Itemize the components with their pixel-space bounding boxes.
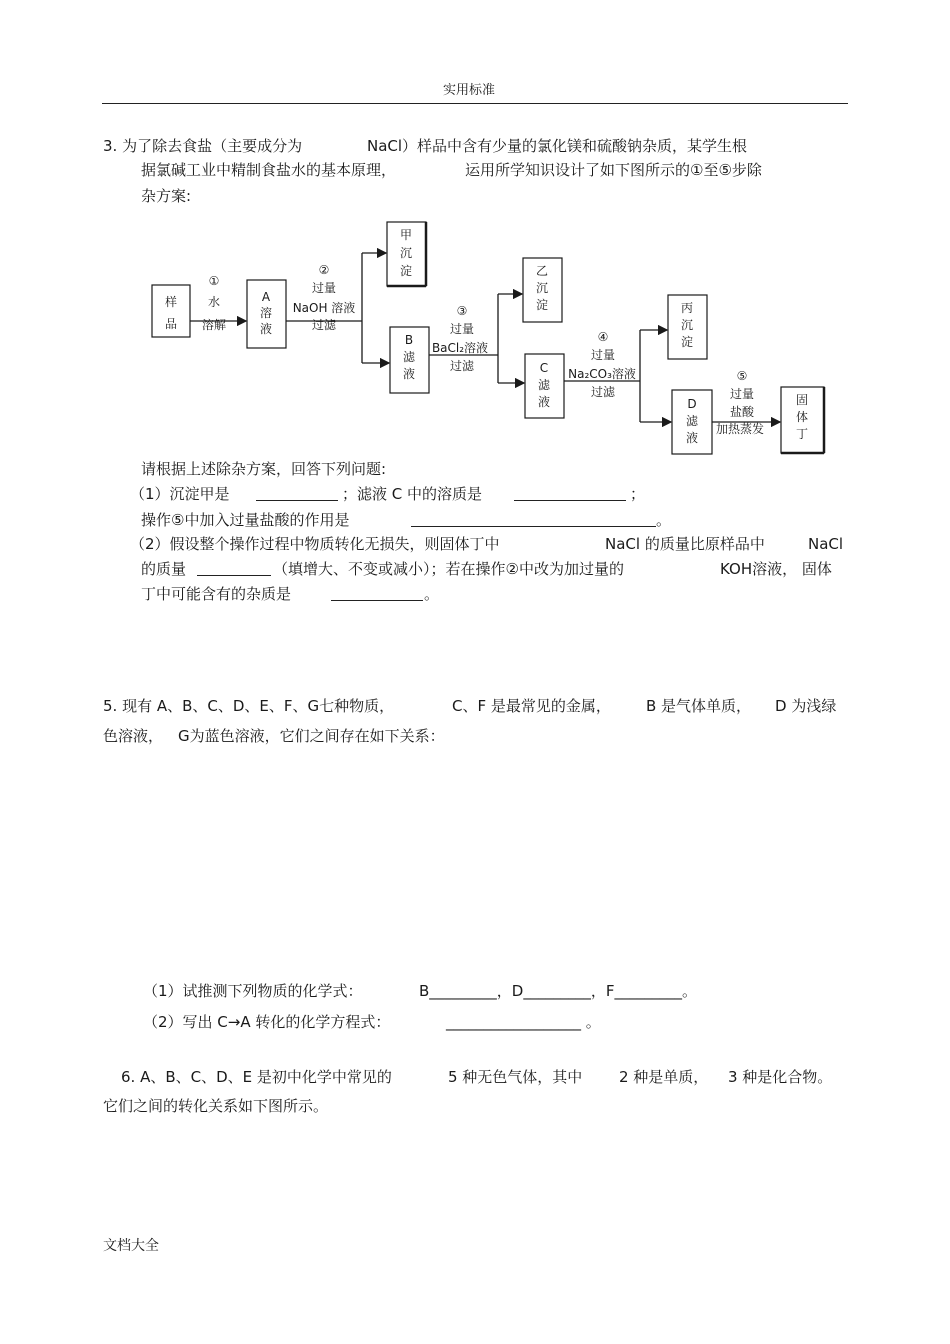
q3-p1e: 。 (656, 511, 672, 529)
step2-line1: 过量 (311, 281, 337, 295)
q3-p1b: ；滤液 C 中的溶质是 (342, 485, 483, 503)
step4-line2: Na₂CO₃溶液 (568, 367, 636, 381)
q3-p2h: 。 (424, 585, 440, 603)
page-header-title: 实用标准 (443, 83, 496, 98)
q5-s1b: B_________，D_________，F_________。 (419, 982, 697, 1000)
step5-line2: 盐酸 (729, 405, 755, 419)
q3-p2b: NaCl 的质量比原样品中 (605, 535, 765, 553)
step2-line3: 过滤 (311, 318, 337, 332)
box-d-t2: 滤 (685, 414, 699, 428)
box-c-t1: C (539, 361, 549, 375)
q6-line1b: 5 种无色气体，其中 (448, 1068, 583, 1086)
q5-line2b: G为蓝色溶液，它们之间存在如下关系： (178, 727, 445, 745)
q3-p2f: KOH溶液， 固体 (720, 560, 832, 578)
q3-intro: 请根据上述除杂方案，回答下列问题: (141, 460, 387, 478)
step3-num: ③ (456, 304, 468, 318)
box-c-t2: 滤 (537, 378, 551, 392)
q5-line1b: C、F 是最常见的金属， (452, 697, 611, 715)
step4-line3: 过滤 (590, 385, 616, 399)
q5-line1c: B 是气体单质， (646, 697, 752, 715)
box-bing-t3: 淀 (680, 335, 694, 349)
box-sample-t1: 样 (164, 295, 178, 309)
box-a-t2: 溶 (259, 306, 273, 320)
q5-s2b: __________________ 。 (446, 1013, 601, 1031)
q3-line2b: 运用所学知识设计了如下图所示的①至⑤步除 (465, 161, 762, 179)
box-bing-t2: 沉 (680, 318, 694, 332)
step4-line1: 过量 (590, 348, 616, 362)
answer-blank-hcl-role[interactable] (411, 512, 656, 527)
q3-p2c: NaCl (808, 535, 844, 553)
box-jia-t3: 淀 (399, 264, 413, 278)
box-yi-t2: 沉 (535, 281, 549, 295)
box-yi-t1: 乙 (535, 264, 549, 278)
q5-line2a: 色溶液， (103, 727, 164, 745)
step3-line2: BaCl₂溶液 (431, 341, 489, 355)
q6-line1d: 3 种是化合物。 (728, 1068, 833, 1086)
box-b-t2: 滤 (402, 350, 416, 364)
q3-p1c: ； (630, 485, 646, 503)
box-bing-t1: 丙 (680, 301, 694, 315)
step5-num: ⑤ (736, 369, 748, 383)
box-sample-t2: 品 (164, 317, 178, 331)
q5-line1d: D 为浅绿 (775, 697, 837, 715)
step1-line2: 溶解 (201, 318, 227, 332)
box-a-t3: 液 (259, 322, 273, 336)
step5-line1: 过量 (729, 387, 755, 401)
q3-p1a: （1）沉淀甲是 (130, 485, 230, 503)
box-yi-t3: 淀 (535, 298, 549, 312)
q6-line1c: 2 种是单质， (619, 1068, 709, 1086)
step5-line3: 加热蒸发 (715, 422, 765, 436)
box-b-t3: 液 (402, 367, 416, 381)
q6-line2: 它们之间的转化关系如下图所示。 (103, 1097, 329, 1115)
q3-line2a: 据氯碱工业中精制食盐水的基本原理， (141, 161, 397, 179)
q3-p1d: 操作⑤中加入过量盐酸的作用是 (141, 511, 350, 529)
q3-p2g: 丁中可能含有的杂质是 (141, 585, 292, 603)
header-rule (102, 103, 848, 104)
q3-line3: 杂方案: (141, 187, 192, 205)
answer-blank-impurity[interactable] (331, 586, 423, 601)
q3-p2e: （填增大、不变或减小）；若在操作②中改为加过量的 (273, 560, 624, 578)
q3-p2a: （2）假设整个操作过程中物质转化无损失，则固体丁中 (130, 535, 500, 553)
q5-s1a: （1）试推测下列物质的化学式： (143, 982, 363, 1000)
purification-flow-diagram (140, 215, 840, 460)
box-b-t1: B (404, 333, 414, 347)
q5-line1a: 5. 现有 A、B、C、D、E、F、G七种物质， (103, 697, 395, 715)
step3-line1: 过量 (449, 322, 475, 336)
box-ding-t1: 固 (795, 393, 809, 407)
box-d-t1: D (687, 397, 697, 411)
q3-line1a: 3. 为了除去食盐（主要成分为 (103, 137, 303, 155)
step1-line1: 水 (207, 295, 221, 309)
q3-p2d: 的质量 (141, 560, 187, 578)
answer-blank-c-solute[interactable] (514, 486, 626, 501)
page-footer-text: 文档大全 (103, 1238, 159, 1254)
box-ding-t3: 丁 (795, 427, 809, 441)
answer-blank-jia[interactable] (256, 486, 338, 501)
step3-line3: 过滤 (449, 359, 475, 373)
box-a-t1: A (261, 290, 271, 304)
box-jia-t1: 甲 (399, 228, 413, 242)
q6-line1a: 6. A、B、C、D、E 是初中化学中常见的 (121, 1068, 392, 1086)
step4-num: ④ (597, 330, 609, 344)
box-d-t3: 液 (685, 431, 699, 445)
box-jia-t2: 沉 (399, 246, 413, 260)
step2-num: ② (318, 263, 330, 277)
q3-line1b: NaCl）样品中含有少量的氯化镁和硫酸钠杂质，某学生根 (367, 137, 748, 155)
box-ding-t2: 体 (795, 410, 809, 424)
answer-blank-mass-change[interactable] (197, 561, 271, 576)
box-c-t3: 液 (537, 395, 551, 409)
q5-s2a: （2）写出 C→A 转化的化学方程式： (143, 1013, 391, 1031)
step2-line2: NaOH 溶液 (292, 301, 356, 315)
step1-num: ① (208, 274, 220, 288)
